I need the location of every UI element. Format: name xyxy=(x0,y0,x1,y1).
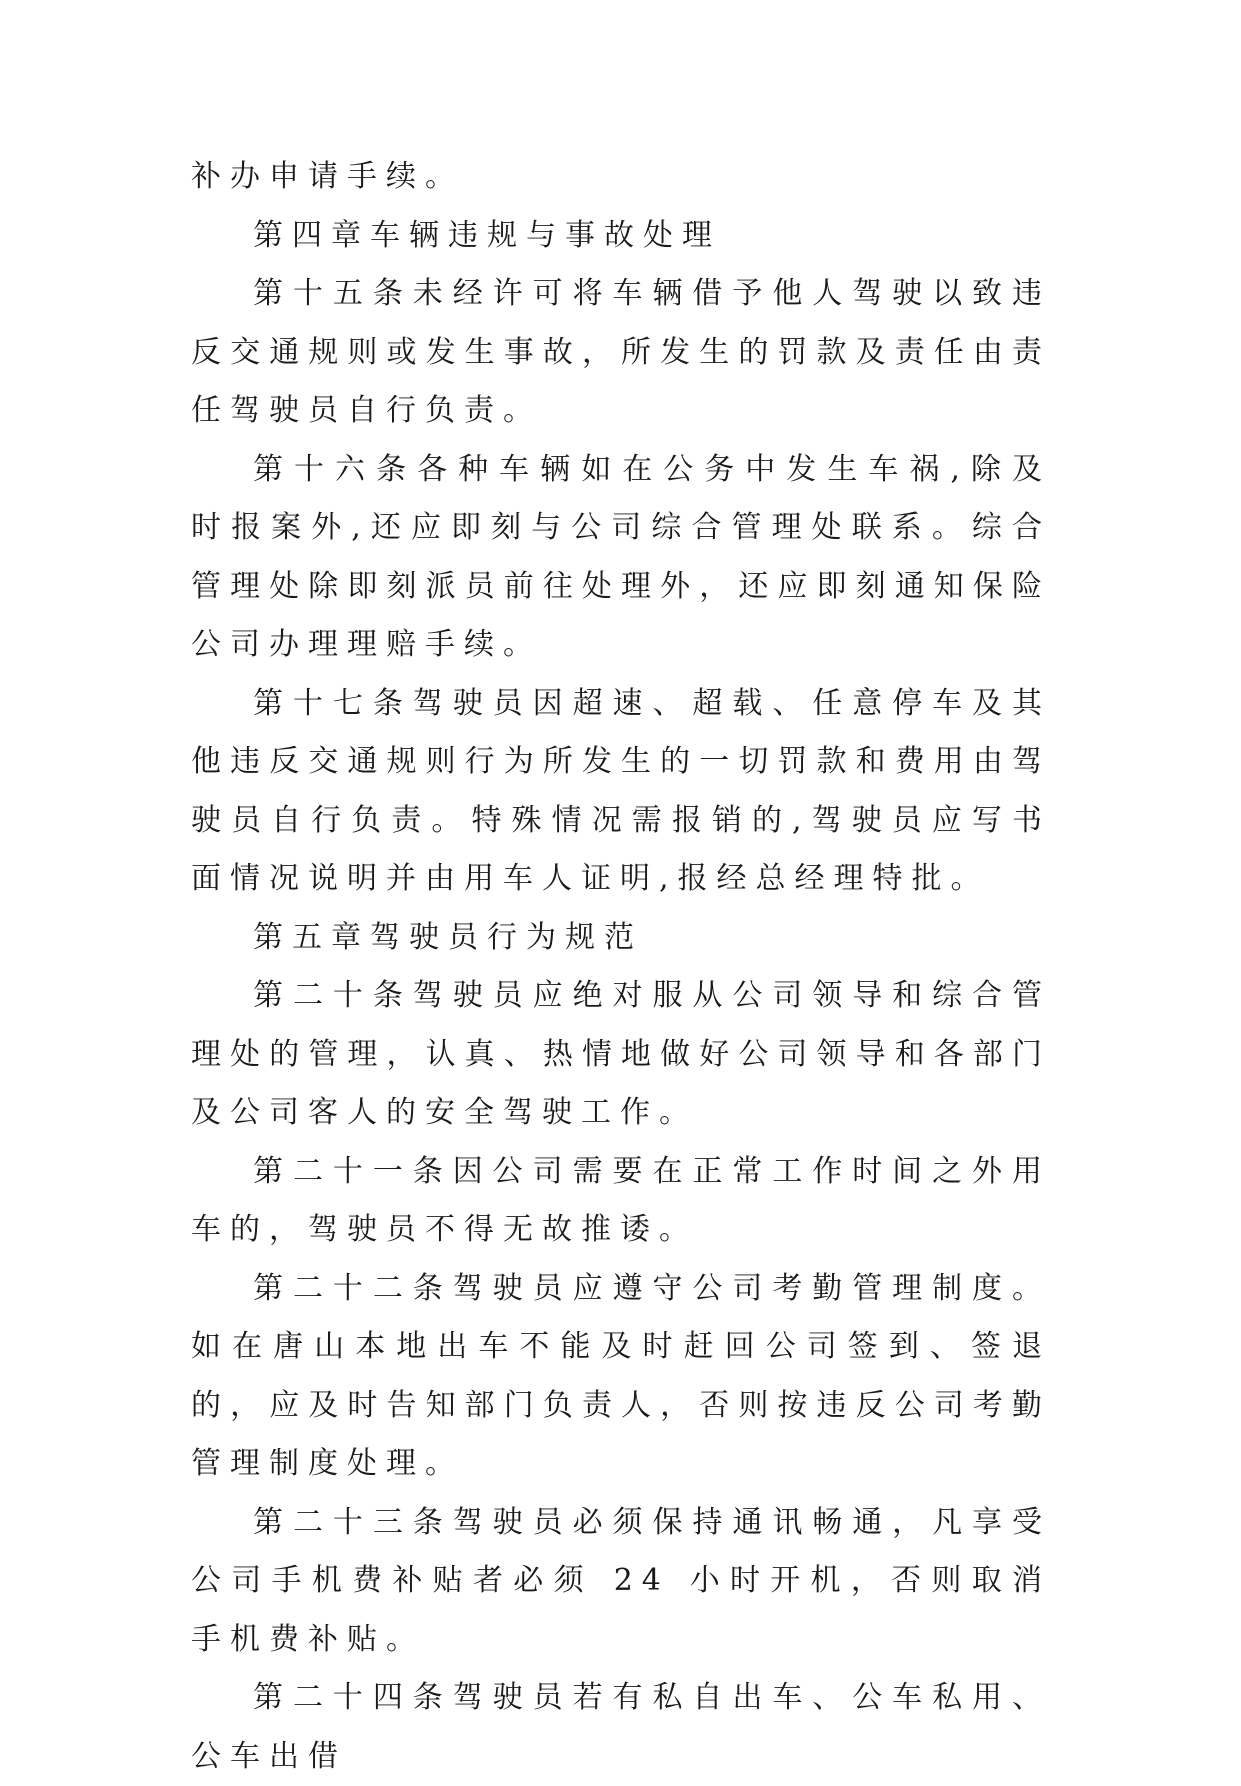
article-17: 第十七条驾驶员因超速、超载、任意停车及其他违反交通规则行为所发生的一切罚款和费用由驾驶员自行负责。特殊情况需报销的,驾驶员应写书面情况说明并由用车人证明,报经总经理特批。 xyxy=(191,685,1051,896)
chapter-heading-4: 第四章车辆违规与事故处理 xyxy=(253,217,721,253)
article-20: 第二十条驾驶员应绝对服从公司领导和综合管理处的管理，认真、热情地做好公司领导和各部门及公司客人的安全驾驶工作。 xyxy=(191,978,1051,1130)
article-24: 第二十四条驾驶员若有私自出车、公车私用、公车出借 xyxy=(191,1680,1051,1774)
chapter-heading-5: 第五章驾驶员行为规范 xyxy=(253,919,643,955)
paragraph-continuation: 补办申请手续。 xyxy=(191,159,464,194)
article-21: 第二十一条因公司需要在正常工作时间之外用车的，驾驶员不得无故推诿。 xyxy=(191,1153,1051,1247)
article-15: 第十五条未经许可将车辆借予他人驾驶以致违反交通规则或发生事故，所发生的罚款及责任由责任驾驶员自行负责。 xyxy=(191,276,1051,428)
document-body xyxy=(191,148,1051,1786)
article-23: 第二十三条驾驶员必须保持通讯畅通，凡享受公司手机费补贴者必须 24 小时开机，否则取消手机费补贴。 xyxy=(191,1504,1051,1657)
article-22: 第二十二条驾驶员应遵守公司考勤管理制度。如在唐山本地出车不能及时赶回公司签到、签退的，应及时告知部门负责人，否则按违反公司考勤管理制度处理。 xyxy=(191,1270,1051,1481)
article-16: 第十六条各种车辆如在公务中发生车祸,除及时报案外,还应即刻与公司综合管理处联系。综合管理处除即刻派员前往处理外，还应即刻通知保险公司办理理赔手续。 xyxy=(191,451,1051,662)
